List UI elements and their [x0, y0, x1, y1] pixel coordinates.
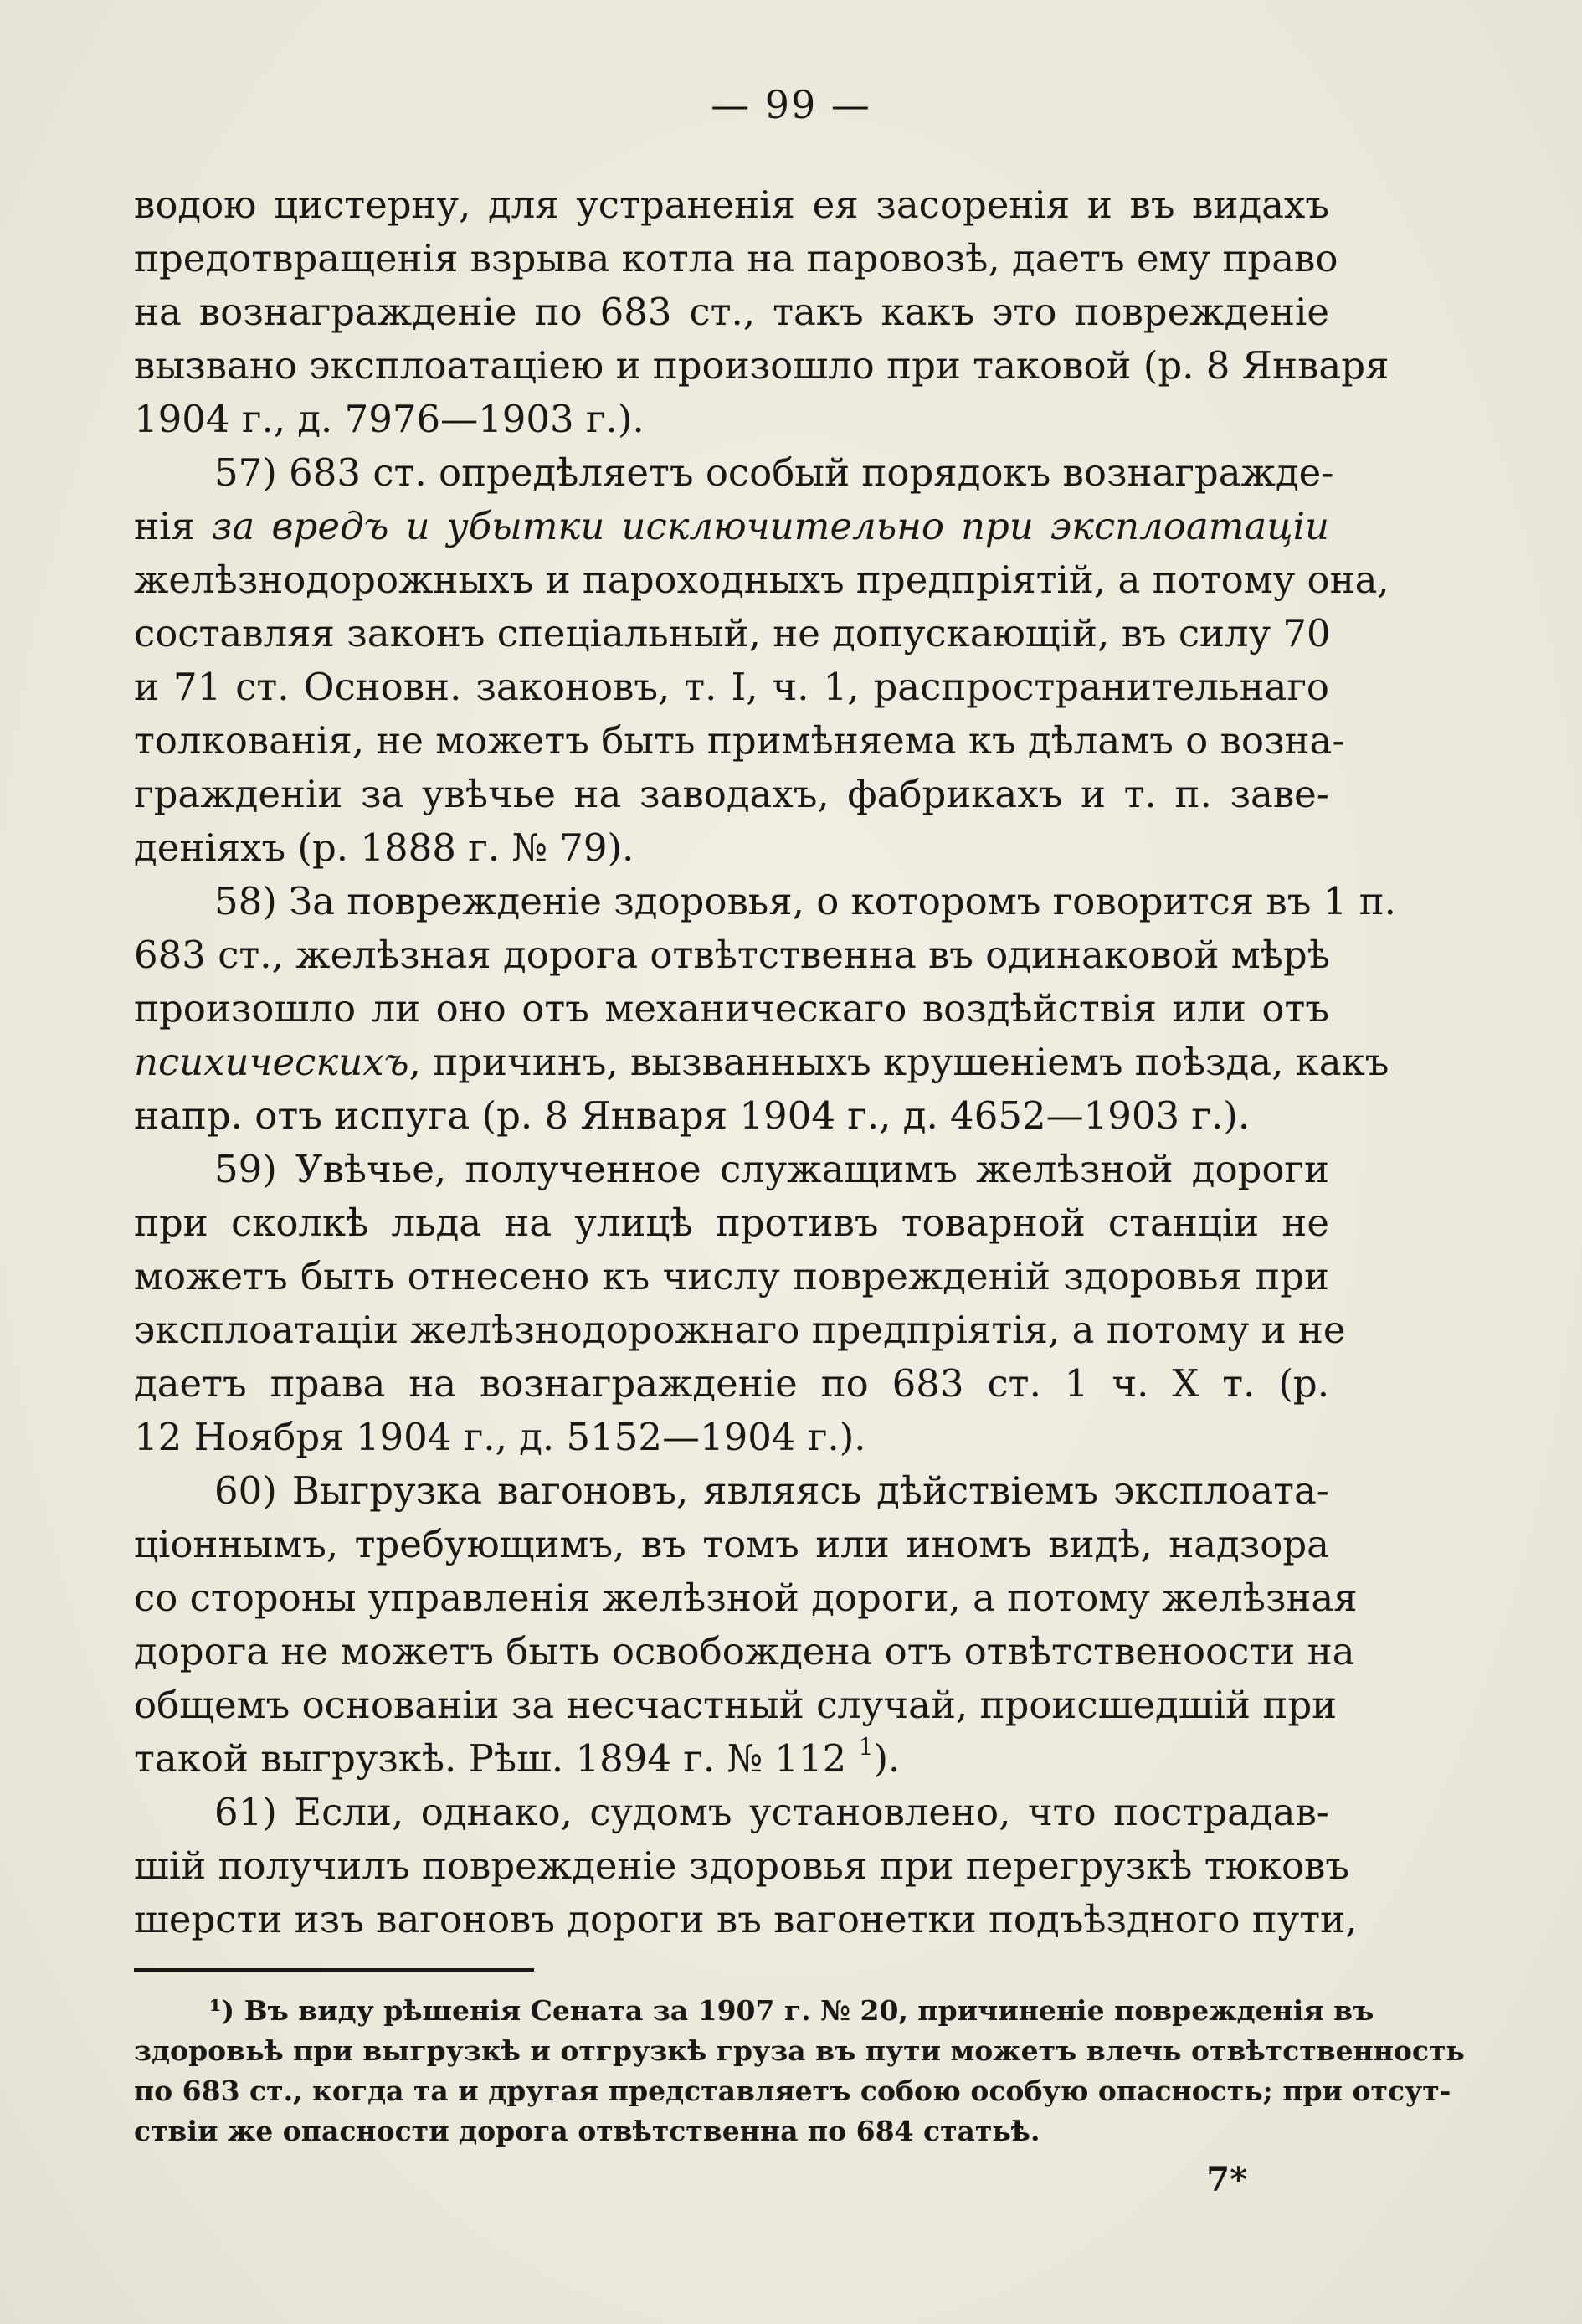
text-line: деніяхъ (р. 1888 г. № 79).	[134, 825, 634, 870]
text-line: ціоннымъ, требующимъ, въ томъ или иномъ видѣ, надзора	[134, 1522, 1329, 1566]
text-line: нія за вредъ и убытки исключительно при эксплоатаціи	[134, 504, 1330, 548]
footnote-line: ¹) Въ виду рѣшенія Сената за 1907 г. № 20, причиненіе поврежденія въ	[209, 1994, 1374, 2027]
footnote-divider	[134, 1968, 534, 1972]
footnote-line: здоровьѣ при выгрузкѣ и отгрузкѣ груза въ пути можетъ влечь отвѣтственность	[134, 2034, 1465, 2067]
paragraph-57-start: 57) 683 ст. опредѣляетъ особый порядокъ вознагражде-	[214, 450, 1334, 495]
paragraph-60-start: 60) Выгрузка вагоновъ, являясь дѣйствіемъ эксплоата-	[214, 1468, 1329, 1513]
text-line: составляя законъ спеціальный, не допускающій, въ силу 70	[134, 611, 1331, 656]
text-line: даетъ права на вознагражденіе по 683 ст. 1 ч. X т. (р.	[134, 1361, 1329, 1406]
text-line: вызвано эксплоатаціею и произошло при таковой (р. 8 Января	[134, 343, 1389, 388]
footnote-reference: 1	[858, 1733, 874, 1761]
text-line: шерсти изъ вагоновъ дороги въ вагонетки подъѣздного пути,	[134, 1897, 1358, 1941]
text-line: при сколкѣ льда на улицѣ противъ товарной станціи не	[134, 1201, 1329, 1245]
footnote-line: ствіи же опасности дорога отвѣтственна по 684 статьѣ.	[134, 2115, 1040, 2147]
paragraph-61-start: 61) Если, однако, судомъ установлено, что пострадав-	[214, 1790, 1329, 1834]
text-line: 1904 г., д. 7976—1903 г.).	[134, 397, 645, 441]
body-text	[134, 178, 1396, 1946]
footnote-line: по 683 ст., когда та и другая представляетъ собою особую опасность; при отсут-	[134, 2075, 1451, 2107]
text-line: водою цистерну, для устраненія ея засоренія и въ видахъ	[134, 183, 1329, 227]
text-line: со стороны управленія желѣзной дороги, а потому желѣзная	[134, 1576, 1358, 1620]
signature-mark: 7*	[1206, 2160, 1247, 2199]
text-line: предотвращенія взрыва котла на паровозѣ, даетъ ему право	[134, 236, 1338, 280]
text-line: и 71 ст. Основн. законовъ, т. I, ч. 1, распространительнаго	[134, 665, 1329, 709]
text-line: на вознагражденіе по 683 ст., такъ какъ это поврежденіе	[134, 290, 1329, 334]
text-line: шій получилъ поврежденіе здоровья при перегрузкѣ тюковъ	[134, 1843, 1349, 1888]
text-line: произошло ли оно отъ механическаго воздѣйствія или отъ	[134, 986, 1329, 1031]
text-line: толкованія, не можетъ быть примѣняема къ дѣламъ о возна-	[134, 718, 1345, 763]
footnote	[134, 1991, 1465, 2152]
text-line: эксплоатаціи желѣзнодорожнаго предпріятія, а потому и не	[134, 1308, 1346, 1352]
text-line: 683 ст., желѣзная дорога отвѣтственна въ одинаковой мѣрѣ	[134, 933, 1330, 977]
italic-phrase: за вредъ и убытки исключительно при эксплоатаціи	[211, 504, 1330, 548]
text-line: психическихъ, причинъ, вызванныхъ крушеніемъ поѣзда, какъ	[134, 1040, 1389, 1084]
text-line: дорога не можетъ быть освобождена отъ отвѣтственоости на	[134, 1629, 1355, 1674]
page-number: — 99 —	[711, 82, 871, 127]
text-line: общемъ основаніи за несчастный случай, происшедшій при	[134, 1683, 1338, 1727]
paragraph-58-start: 58) За поврежденіе здоровья, о которомъ говорится въ 1 п.	[214, 879, 1396, 923]
text-line: 12 Ноября 1904 г., д. 5152—1904 г.).	[134, 1415, 866, 1459]
text-line: желѣзнодорожныхъ и пароходныхъ предпріятій, а потому она,	[134, 558, 1389, 602]
paragraph-59-start: 59) Увѣчье, полученное служащимъ желѣзной дороги	[214, 1147, 1329, 1191]
text-line: такой выгрузкѣ. Рѣш. 1894 г. № 112 $^1$).	[134, 1733, 901, 1781]
text-line: гражденіи за увѣчье на заводахъ, фабрикахъ и т. п. заве-	[134, 772, 1329, 816]
italic-word: психическихъ	[134, 1040, 409, 1084]
text-line: можетъ быть отнесено къ числу поврежденій здоровья при	[134, 1254, 1329, 1298]
footnote-marker: ¹)	[209, 1994, 235, 2027]
text-line: напр. отъ испуга (р. 8 Января 1904 г., д. 4652—1903 г.).	[134, 1093, 1251, 1138]
